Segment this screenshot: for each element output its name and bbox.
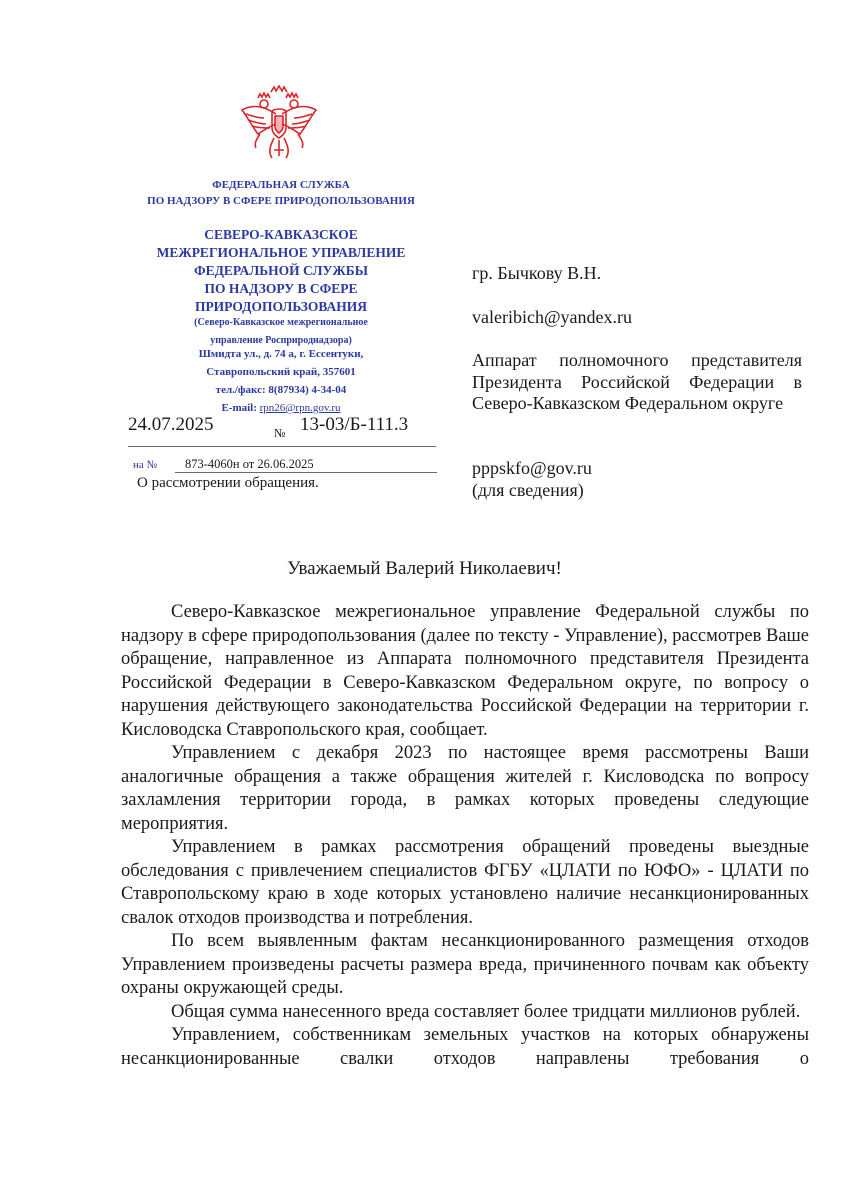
- agency-short-line-2: управление Росприроднадзора): [210, 335, 352, 346]
- recipient-name: гр. Бычкову В.Н.: [472, 263, 602, 283]
- coat-of-arms-icon: [238, 84, 320, 164]
- agency-header-regional: [128, 226, 434, 316]
- body-paragraph-6: Управлением, собственникам земельных участков на которых обнаружены несанкционированные свалки отходов направлены требования о: [121, 1025, 809, 1069]
- reference-underline: [175, 472, 437, 473]
- copy-note: (для сведения): [472, 480, 584, 500]
- agency-address: [128, 345, 434, 417]
- email-label: E-mail:: [221, 402, 260, 414]
- agency-short-line-1: (Северо-Кавказское межрегиональное: [194, 317, 368, 328]
- letter-body: [121, 601, 809, 1071]
- body-paragraph-4: По всем выявленным фактам несанкционированного размещения отходов Управлением произведены расчеты размера вреда, причиненного почвам как объекту охраны окружающей среды.: [121, 931, 809, 998]
- registration-number: 13-03/Б-111.3: [300, 414, 409, 435]
- body-paragraph-5: Общая сумма нанесенного вреда составляет более тридцати миллионов рублей.: [171, 1001, 801, 1022]
- agency-main-line-4: ПО НАДЗОРУ В СФЕРЕ: [204, 281, 358, 296]
- agency-top-line-1: ФЕДЕРАЛЬНАЯ СЛУЖБА: [212, 179, 350, 191]
- copy-recipient: Аппарат полномочного представителя Президента Российской Федерации в Северо-Кавказском Федеральном округе: [472, 350, 802, 413]
- agency-address-line-3: тел./факс: 8(87934) 4-34-04: [215, 384, 347, 396]
- body-paragraph-1: Северо-Кавказское межрегиональное управление Федеральной службы по надзору в сфере природопользования (далее по тексту - Управление), рассмотрев Ваше обращение, направленное из Аппарата полномочного представителя Президента Российской Федерации в Северо-Кавказском Федеральном округе, по вопросу о нарушения действующего законодательства Российской Федерации на территории г. Кисловодска Ставропольского края, сообщает.: [121, 602, 809, 740]
- agency-main-line-1: СЕВЕРО-КАВКАЗСКОЕ: [204, 227, 358, 242]
- recipient-email[interactable]: valeribich@yandex.ru: [472, 307, 633, 327]
- agency-header-federal: [128, 178, 434, 209]
- salutation: Уважаемый Валерий Николаевич!: [287, 558, 562, 579]
- registration-underline: [128, 446, 436, 447]
- body-paragraph-2: Управлением с декабря 2023 по настоящее время рассмотрены Ваши аналогичные обращения а также обращения жителей г. Кисловодска по вопросу захламления территории города, в рамках которых проведены следующие мероприятия.: [121, 743, 809, 834]
- agency-address-line-1: Шмидта ул., д. 74 а, г. Ессентуки,: [198, 348, 364, 360]
- agency-main-line-3: ФЕДЕРАЛЬНОЙ СЛУЖБЫ: [194, 263, 368, 278]
- agency-main-line-2: МЕЖРЕГИОНАЛЬНОЕ УПРАВЛЕНИЕ: [156, 245, 406, 260]
- reference-label: на №: [133, 459, 158, 471]
- agency-main-line-5: ПРИРОДОПОЛЬЗОВАНИЯ: [194, 299, 368, 314]
- letter-subject: О рассмотрении обращения.: [137, 475, 319, 491]
- registration-number-label: №: [274, 426, 286, 440]
- agency-email-link[interactable]: rpn26@rpn.gov.ru: [259, 402, 341, 414]
- agency-address-line-2: Ставропольский край, 357601: [206, 366, 356, 378]
- agency-top-line-2: ПО НАДЗОРУ В СФЕРЕ ПРИРОДОПОЛЬЗОВАНИЯ: [147, 194, 415, 207]
- reference-value: 873-4060н от 26.06.2025: [185, 457, 314, 471]
- copy-recipient-email[interactable]: pppskfo@gov.ru: [472, 458, 592, 478]
- registration-date: 24.07.2025: [128, 414, 214, 435]
- body-paragraph-3: Управлением в рамках рассмотрения обращений проведены выездные обследования с привлечением специалистов ФГБУ «ЦЛАТИ по ЮФО» - ЦЛАТИ по Ставропольскому краю в ходе которых установлено наличие несанкционированных свалок отходов производства и потребления.: [121, 837, 809, 928]
